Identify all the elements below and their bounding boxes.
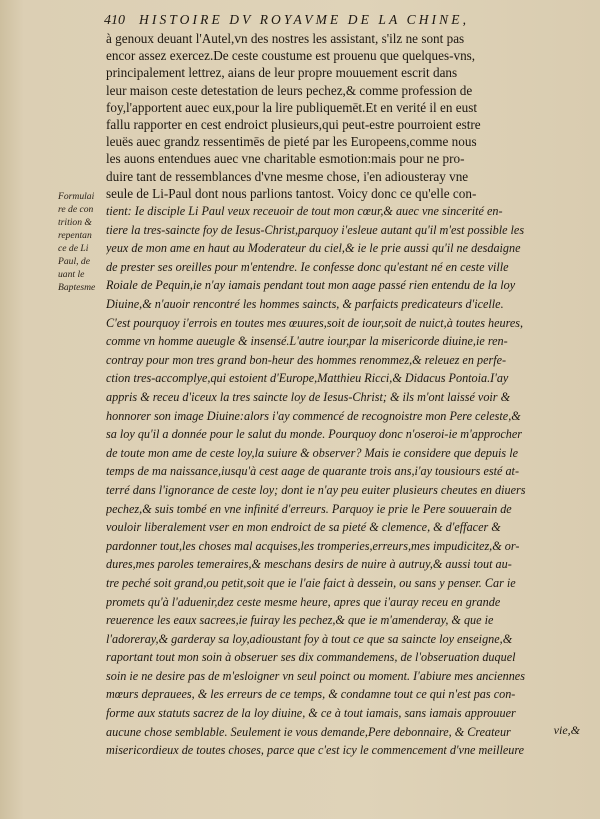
text-line: raportant tout mon soin à obseruer ses dix commandemens, de l'obseruation duquel (106, 650, 516, 665)
text-line: comme vn homme aueugle & insensé.L'autre iour,par la misericorde diuine,ie ren- (106, 334, 508, 349)
margin-note-line: repentan (58, 230, 92, 241)
text-line: Roiale de Pequin,ie n'ay iamais pendant tout mon aage passé rien entendu de la loy (106, 278, 516, 293)
margin-note-line: re de con (58, 204, 94, 215)
page-number: 410 (104, 13, 125, 28)
text-line: ction tres-accomplye,qui estoient d'Europe,Matthieu Ricci,& Didacus Pontoia.I'ay (106, 371, 509, 386)
margin-note-line: Baptesme (58, 282, 96, 293)
text-line: de toute mon ame de ceste loy,la suiure & observer? Mais ie considere que depuis le (106, 445, 519, 460)
margin-note-line: uant le (58, 269, 85, 280)
running-head: HISTOIRE DV ROYAVME DE LA CHINE, (139, 12, 470, 27)
margin-note-line: ce de Li (58, 243, 89, 254)
text-line: promets qu'à l'aduenir,dez ceste mesme heure, apres que i'auray receu en grande (106, 594, 501, 609)
text-line: principalement lettrez, aians de leur propre mouuement escrit dans (106, 65, 458, 81)
text-line: temps de ma naissance,iusqu'à cest aage de quarante trois ans,i'ay tousiours esté at- (106, 464, 519, 479)
page-header (104, 12, 584, 29)
text-line: sa loy qu'il a donnée pour le salut du monde. Pourquoy donc n'oseroi-ie m'approcher (106, 427, 523, 442)
margin-note (58, 190, 104, 294)
text-line: tre peché soit grand,ou petit,soit que ie l'aie faict à dessein, ou sans y penser. Car ie (106, 575, 516, 590)
text-line: duire tant de ressemblances d'vne mesme chose, i'en adiousteray vne (106, 168, 469, 184)
italic-text-block (106, 202, 582, 760)
margin-note-line: trition & (58, 217, 92, 228)
text-line: leuës auec grandz ressentimēs de pieté par les Europeens,comme nous (106, 134, 477, 150)
text-line: honnorer son image Diuine:alors i'ay commencé de recognoistre mon Pere celeste,& (106, 408, 521, 423)
margin-note-line: Formulai (58, 191, 95, 202)
text-line: aucune chose semblable. Seulement ie vous demande,Pere debonnaire, & Createur (106, 724, 511, 739)
text-line: contray pour mon tres grand bon-heur des hommes renommez,& releuez en perfe- (106, 352, 507, 367)
text-line: foy,l'apportent auec eux,pour la lire publiquemēt.Et en verité il en eust (106, 99, 478, 115)
text-line: vouloir liberalement vser en mon endroict de sa pieté & clemence, & d'effacer & (106, 520, 501, 535)
text-line: les auons entendues auec vne charitable esmotion:mais pour ne pro- (106, 151, 465, 167)
text-line: seule de Li-Paul dont nous parlions tantost. Voicy donc ce qu'elle con- (106, 185, 477, 201)
text-line: mœurs deprauees, & les erreurs de ce temps, & condamne tout ce qui n'est pas con- (106, 687, 516, 702)
text-line: misericordieux de toutes choses, parce que c'est icy le commencement d'vne meilleure (106, 743, 525, 758)
margin-note-line: Paul, de (58, 256, 90, 267)
text-line: à genoux deuant l'Autel,vn des nostres les assistant, s'ilz ne sont pas (106, 31, 465, 46)
text-line: forme aux statuts sacrez de la loy diuine, & ce à tout iamais, sans iamais approuuer (106, 706, 516, 721)
text-line: pechez,& suis tombé en vne infinité d'erreurs. Parquoy ie prie le Pere souuerain de (106, 501, 512, 516)
text-line: leur maison ceste detestation de leurs pechez,& comme profession de (106, 82, 473, 98)
catchword: vie,& (553, 723, 580, 737)
text-line: encor assez exercez.De ceste coustume est prouenu que quelques-vns, (106, 48, 476, 64)
text-line: tiere la tres-saincte foy de Iesus-Christ,parquoy i'esleue autant qu'il m'est possible les (106, 222, 525, 237)
text-line: pardonner tout,les choses mal acquises,les tromperies,erreurs,mes impudicitez,& or- (106, 538, 520, 553)
text-line: terré dans l'ignorance de ceste loy; dont ie n'ay peu euiter plusieurs cheutes en diuers (106, 482, 526, 497)
text-line: dures,mes paroles temeraires,& meschans desirs de nuire à autruy,& aussi tout au- (106, 557, 512, 572)
text-line: soin ie ne desire pas de m'esloigner vn seul poinct ou moment. I'abiure mes anciennes (106, 668, 525, 683)
text-line: reuerence les eaux sacrees,ie fuiray les pechez,& que ie m'amenderay, & que ie (106, 613, 494, 628)
text-line: fallu rapporter en cest endroict plusieurs,qui peut-estre pourroient estre (106, 117, 481, 133)
text-line: de prester ses oreilles pour m'entendre. Ie confesse donc qu'estant né en ceste ville (106, 259, 509, 274)
body-text (106, 30, 582, 760)
text-line: yeux de mon ame en haut au Moderateur du ciel,& ie le prie aussi qu'il ne desdaigne (106, 241, 521, 256)
text-line: l'adoreray,& garderay sa loy,adioustant foy à tout ce que sa saincte loy enseigne,& (106, 631, 513, 646)
text-line: appris & receu d'iceux la tres saincte loy de Iesus-Christ; & ils m'ont laissé voir & (106, 389, 511, 404)
roman-text-block (106, 30, 582, 202)
text-line: tient: Ie disciple Li Paul veux receuoir de tout mon cœur,& auec vne sincerité en- (106, 204, 503, 219)
text-line: C'est pourquoy i'errois en toutes mes œuures,soit de iour,soit de nuict,à toutes heures, (106, 315, 524, 330)
text-line: Diuine,& n'auoir rencontré les hommes saincts, & parfaicts predicateurs d'icelle. (106, 297, 504, 311)
